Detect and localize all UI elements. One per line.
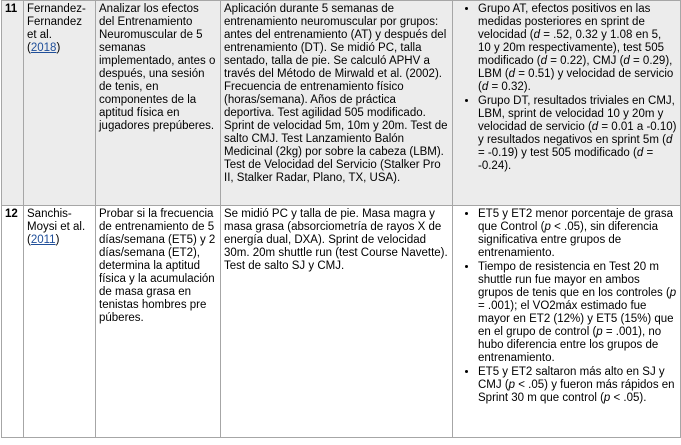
year-link[interactable]: 2011 bbox=[30, 234, 56, 246]
row-number: 12 bbox=[2, 206, 24, 438]
studies-table bbox=[1, 0, 681, 438]
list-item: • ET5 y ET2 menor porcentaje de grasa que Control (p < .05), sin diferencia significativa entre grupos de entrenamiento. bbox=[478, 208, 677, 260]
table-row bbox=[2, 1, 681, 206]
table-row bbox=[2, 206, 681, 438]
author-name: Sanchis-Moysi et al. bbox=[27, 208, 86, 233]
results-list bbox=[456, 3, 677, 173]
results-list bbox=[456, 208, 677, 405]
author-cell: Fernandez-Fernandez et al. (2018) bbox=[24, 1, 96, 206]
author-cell: Sanchis-Moysi et al. (2011) bbox=[24, 206, 96, 438]
objective-cell: Probar si la frecuencia de entrenamiento de 5 días/semana (ET5) y 2 días/semana (ET2), determina la aptitud física y la acumulación de masa grasa en tenistas hombres pre púberes. bbox=[96, 206, 221, 438]
list-item: • Grupo DT, resultados triviales en CMJ, LBM, sprint de velocidad 10 y 20m y velocidad de servicio (d = 0.01 a -0.10) y resultados negativos en sprint 5m (d = -0.19) y test 505 modificado (d = -0.24). bbox=[478, 95, 677, 173]
list-item: • Tiempo de resistencia en Test 20 m shuttle run fue mayor en ambos grupos de tenis que en los controles (p = .001); el VO2máx estimado fue mayor en ET2 (12%) y ET5 (15%) que en el grupo de control (p = .001), no hubo diferencia entre los grupos de entrenamiento. bbox=[478, 261, 677, 365]
list-item: • Grupo AT, efectos positivos en las medidas posteriores en sprint de velocidad (d = .52, 0.32 y 1.08 en 5, 10 y 20m respectivamente), test 505 modificado (d = 0.22), CMJ (d = 0.29), LBM (d = 0.51) y velocidad de servicio (d = 0.32). bbox=[478, 3, 677, 94]
objective-cell: Analizar los efectos del Entrenamiento Neuromuscular de 5 semanas implementado, antes o después, una sesión de tenis, en componentes de la aptitud física en jugadores prepúberes. bbox=[96, 1, 221, 206]
results-cell bbox=[453, 206, 681, 438]
year-link[interactable]: 2018 bbox=[30, 42, 57, 54]
row-number: 11 bbox=[2, 1, 24, 206]
results-cell bbox=[453, 1, 681, 206]
author-name: Fernandez-Fernandez et al. bbox=[27, 3, 86, 41]
list-item: • ET5 y ET2 saltaron más alto en SJ y CMJ (p < .05) y fueron más rápidos en Sprint 30 m que control (p < .05). bbox=[478, 366, 677, 405]
method-cell: Aplicación durante 5 semanas de entrenamiento neuromuscular por grupos: antes del entrenamiento (AT) y después del entrenamiento (DT). Se midió PC, talla sentado, talla de pie. Se calculó APHV a través del Método de Mirwald et al. (2002). Frecuencia de entrenamiento físico (horas/semana). Años de práctica deportiva. Test agilidad 505 modificado. Sprint de velocidad 5m, 10m y 20m. Test de salto CMJ. Test Lanzamiento Balón Medicinal (2kg) por sobre la cabeza (LBM). Test de Velocidad del Servicio (Stalker Pro II, Stalker Radar, Plano, TX, USA). bbox=[221, 1, 453, 206]
method-cell: Se midió PC y talla de pie. Masa magra y masa grasa (absorciometría de rayos X de energía dual, DXA). Sprint de velocidad 30m. 20m shuttle run (test Course Navette). Test de salto SJ y CMJ. bbox=[221, 206, 453, 438]
